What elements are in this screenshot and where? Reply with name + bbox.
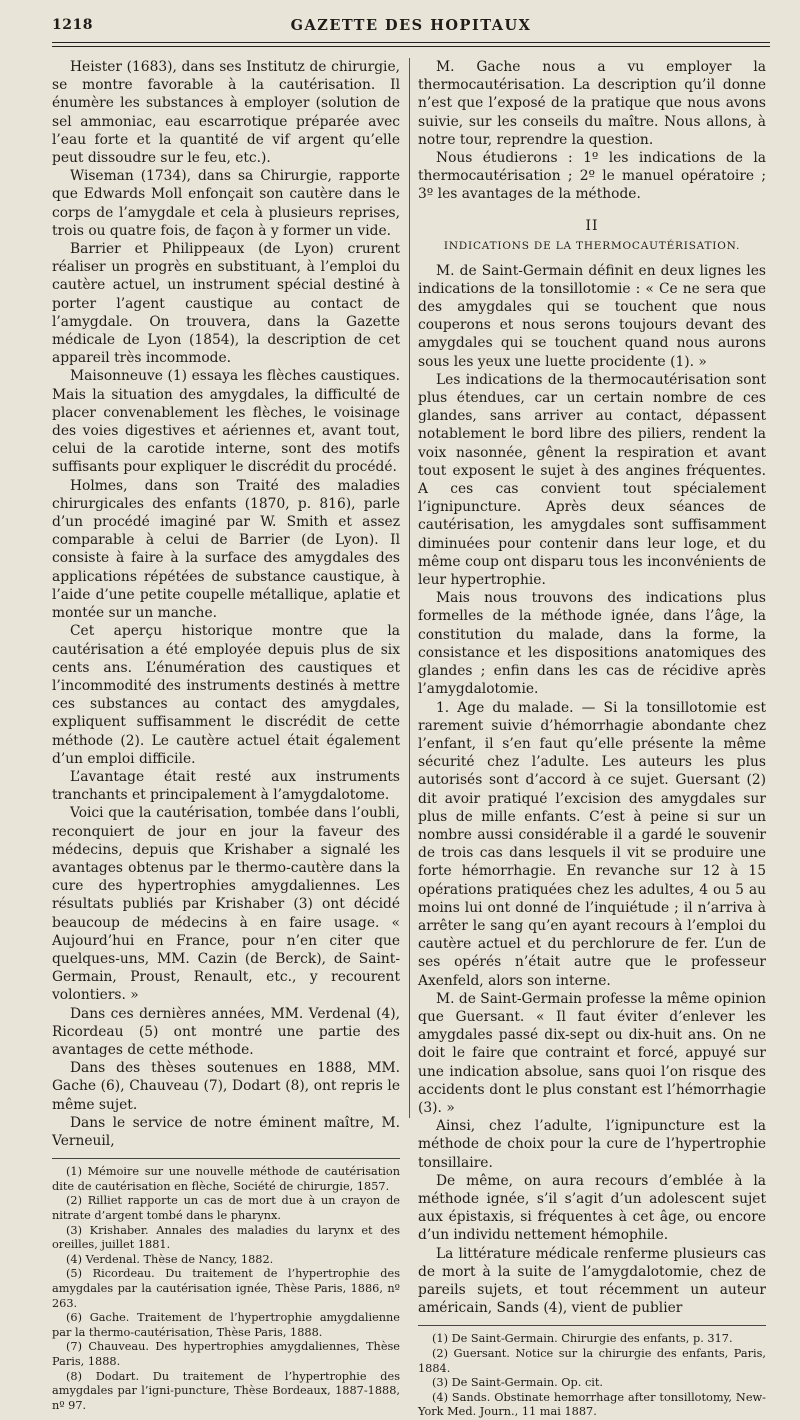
right-column [418,58,766,1420]
paragraph: Barrier et Philippeaux (de Lyon) crurent réaliser un progrès en substituant, à l’emploi du cautère actuel, un instrument spécial destiné à porter l’agent caustique au contact de l’amygdale. On trouvera, dans la Gazette médicale de Lyon (1854), la description de cet appareil très incommode. [52,241,400,367]
paragraph: Dans des thèses soutenues en 1888, MM. Gache (6), Chauveau (7), Dodart (8), ont repris le même sujet. [52,1060,400,1113]
footnote: (7) Chauveau. Des hypertrophies amygdaliennes, Thèse Paris, 1888. [52,1340,400,1368]
paragraph: M. Gache nous a vu employer la thermocautérisation. La description qu’il donne n’est que l’exposé de la pratique que nous avons suivie, sur les conseils du maître. Nous allons, à notre tour, reprendre la question. [418,59,766,148]
footnote: (8) Dodart. Du traitement de l’hypertrophie des amygdales par l’igni-puncture, Thèse Bordeaux, 1887-1888, nº 97. [52,1369,400,1412]
footnote: (3) Krishaber. Annales des maladies du larynx et des oreilles, juillet 1881. [52,1223,400,1252]
section-title: INDICATIONS DE LA THERMOCAUTÉRISATION. [443,239,741,252]
footnote-divider [52,1158,400,1159]
paragraph: Cet aperçu historique montre que la cautérisation a été employée depuis plus de six cents ans. L’énumération des caustiques et l’incommodité des instruments destinés à mettre ces substances au contact des amygdales, expliquent suffisamment le discrédit de cette méthode (2). Le cautère actuel était également d’un emploi difficile. [52,623,400,767]
footnote-divider [418,1325,766,1326]
footnote: (3) De Saint-Germain. Op. cit. [432,1376,604,1390]
journal-title: GAZETTE DES HOPITAUX [290,17,532,34]
paragraph: M. de Saint-Germain définit en deux lignes les indications de la tonsillotomie : « Ce ne sera que des amygdales qui se touchent que nous couperons et nous serons toujours devant des amygdales qui se touchent quand nous aurons sous les yeux une luette procidente (1). » [418,262,766,370]
page-number: 1218 [52,17,93,33]
footnote: (4) Verdenal. Thèse de Nancy, 1882. [66,1252,274,1266]
paragraph: La littérature médicale renferme plusieurs cas de mort à la suite de l’amygdalotomie, chez de pareils sujets, et tout récemment un auteur américain, Sands (4), vient de publier [418,1245,766,1317]
paragraph: Dans le service de notre éminent maître, M. Verneuil, [52,1114,400,1149]
page-header [52,17,770,39]
footnote: (2) Rilliet rapporte un cas de mort due à un crayon de nitrate d’argent tombé dans le pharynx. [52,1194,400,1222]
paragraph: Les indications de la thermocautérisation sont plus étendues, car un certain nombre de ces glandes, sans arriver au contact, dépassent notablement le bord libre des piliers, rendent la voix nasonnée, gênent la respiration et avant tout exposent le sujet à des angines fréquentes. A ces cas convient tout spécialement l’ignipuncture. Après deux séances de cautérisation, les amygdales sont suffisamment diminuées pour contenir dans leur loge, et du même coup ont disparu tous les inconvénients de leur hypertrophie. [418,371,766,589]
paragraph: De même, on aura recours d’emblée à la méthode ignée, s’il s’agit d’un adolescent sujet aux épistaxis, si fréquentes à cet âge, ou encore d’un individu nettement hémophile. [418,1172,766,1244]
footnote: (1) De Saint-Germain. Chirurgie des enfants, p. 317. [432,1332,733,1346]
section-number: II [585,217,599,234]
header-rule [52,42,770,47]
paragraph: Voici que la cautérisation, tombée dans l’oubli, reconquiert de jour en jour la faveur des médecins, depuis que Krishaber a signalé les avantages obtenus par le thermo-cautère dans la cure des hypertrophies amygdaliennes. Les résultats publiés par Krishaber (3) ont décidé beaucoup de médecins à en faire usage. « Aujourd’hui en France, pour n’en citer que quelques-uns, MM. Cazin (de Berck), de Saint-Germain, Proust, Renault, etc., y recourent volontiers. » [52,805,400,1004]
paragraph: Holmes, dans son Traité des maladies chirurgicales des enfants (1870, p. 816), parle d’un procédé imaginé par W. Smith et assez comparable à celui de Barrier (de Lyon). Il consiste à faire à la surface des amygdales des applications répétées de substance caustique, à l’aide d’une petite coupelle métallique, aplatie et montée sur un manche. [52,477,400,622]
footnote: (2) Guersant. Notice sur la chirurgie des enfants, Paris, 1884. [418,1347,766,1375]
left-column [52,58,400,1413]
paragraph: Dans ces dernières années, MM. Verdenal (4), Ricordeau (5) ont montré une partie des avantages de cette méthode. [52,1005,400,1058]
column-divider [409,58,410,1118]
paragraph: L’avantage était resté aux instruments tranchants et principalement à l’amygdalotome. [52,768,400,804]
paragraph: Maisonneuve (1) essaya les flèches caustiques. Mais la situation des amygdales, la difficulté de placer convenablement les flèches, le voisinage des voies digestives et aériennes et, avant tout, celui de la carotide interne, sont des motifs suffisants pour expliquer le discrédit du procédé. [52,368,400,476]
paragraph: 1. Age du malade. — Si la tonsillotomie est rarement suivie d’hémorrhagie abondante chez l’enfant, il s’en faut qu’elle présente la même sécurité chez l’adulte. Les auteurs les plus autorisés sont d’accord à ce sujet. Guersant (2) dit avoir pratiqué l’excision des amygdales sur plus de mille enfants. C’est à peine si sur un nombre aussi considérable il a gardé le souvenir de trois cas dans lesquels il vit se produire une forte hémorrhagie. En revanche sur 12 à 15 opérations pratiquées chez les adultes, 4 ou 5 au moins lui ont donné de l’inquiétude ; il n’arriva à arrêter le sang qu’en ayant recours à l’emploi du cautère actuel et du perchlorure de fer. L’un de ses opérés n’était autre que le professeur Axenfeld, alors son interne. [418,699,766,989]
footnote: (6) Gache. Traitement de l’hypertrophie amygdalienne par la thermo-cautérisation, Thèse Paris, 1888. [52,1311,400,1339]
footnote: (5) Ricordeau. Du traitement de l’hypertrophie des amygdales par la cautérisation ignée, Thèse Paris, 1886, nº 263. [52,1267,400,1310]
paragraph: M. de Saint-Germain professe la même opinion que Guersant. « Il faut éviter d’enlever les amygdales passé dix-sept ou dix-huit ans. On ne doit le faire que contraint et forcé, appuyé sur une indication absolue, sans quoi l’on risque des accidents dont le plus constant est l’hémorrhagie (3). » [418,990,766,1116]
paragraph: Mais nous trouvons des indications plus formelles de la méthode ignée, dans l’âge, la constitution du malade, dans la forme, la consistance et les dispositions anatomiques des glandes ; enfin dans les cas de récidive après l’amygdalotomie. [418,590,766,698]
footnote: (4) Sands. Obstinate hemorrhage after tonsillotomy, New-York Med. Journ., 11 mai 1887. [418,1390,766,1419]
paragraph: Wiseman (1734), dans sa Chirurgie, rapporte que Edwards Moll enfonçait son cautère dans le corps de l’amygdale et cela à plusieurs reprises, trois ou quatre fois, de façon à y former un vide. [52,168,400,239]
footnote: (1) Mémoire sur une nouvelle méthode de cautérisation dite de cautérisation en flèche, Société de chirurgie, 1857. [52,1165,400,1193]
paragraph: Nous étudierons : 1º les indications de la thermocautérisation ; 2º le manuel opératoire ; 3º les avantages de la méthode. [418,150,766,203]
paragraph: Heister (1683), dans ses Institutz de chirurgie, se montre favorable à la cautérisation. Il énumère les substances à employer (solution de sel ammoniac, eau escarrotique préparée avec l’eau forte et la quantité de vif argent qu’elle peut dissoudre sur le feu, etc.). [52,59,400,167]
paragraph: Ainsi, chez l’adulte, l’ignipuncture est la méthode de choix pour la cure de l’hypertrophie tonsillaire. [418,1118,766,1171]
